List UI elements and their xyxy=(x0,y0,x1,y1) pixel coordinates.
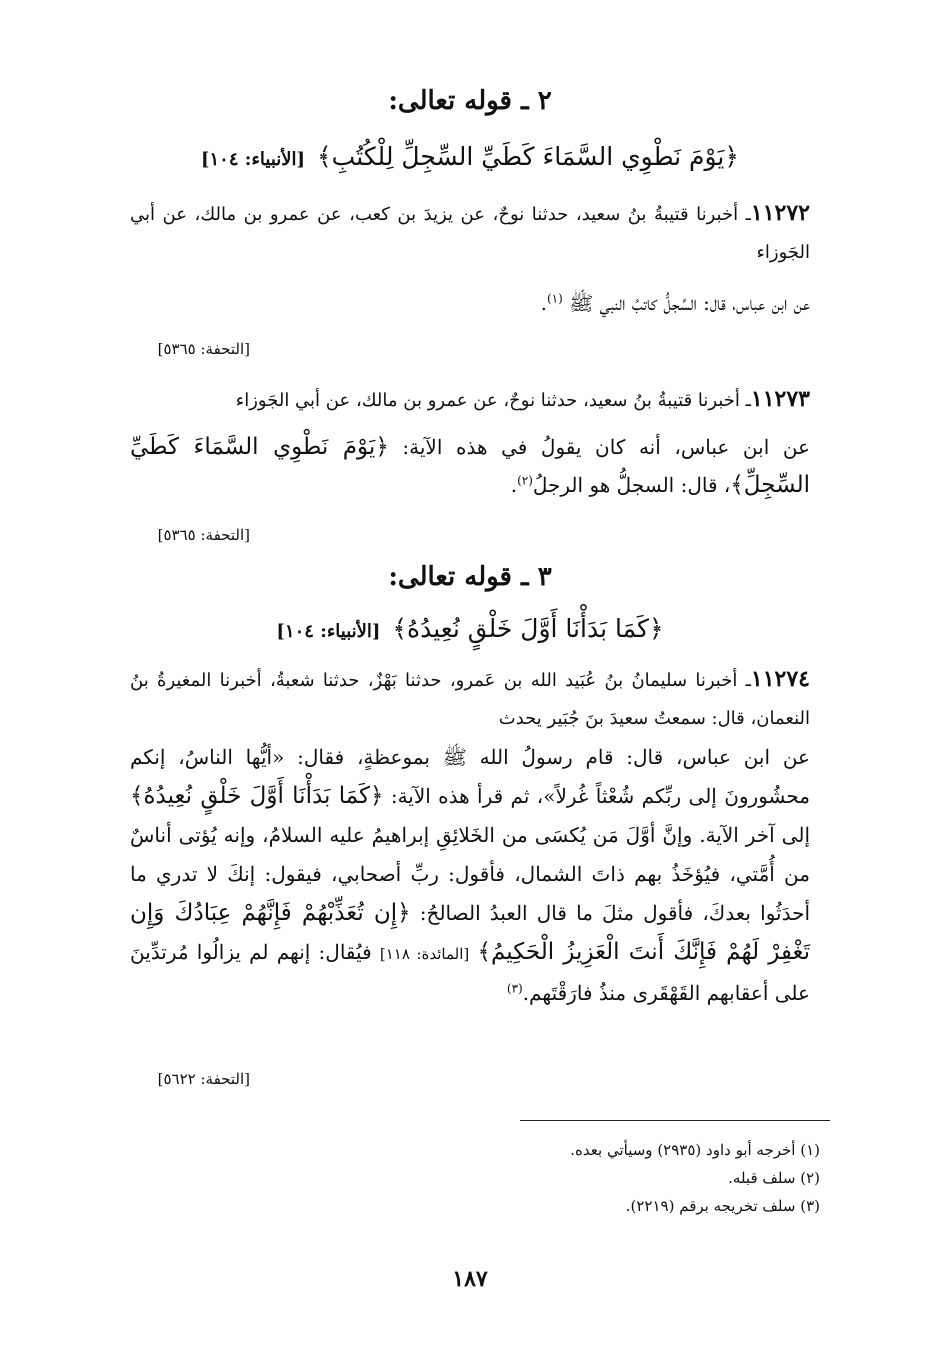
tuhfa-reference: [التحفة: ٥٣٦٥] xyxy=(157,526,250,544)
verse-reference: [الأنبياء: ١٠٤] xyxy=(276,621,381,642)
quran-quote: ﴿يَوْمَ نَطْوِي السَّمَاءَ كَطَيِّ السِّجِلِّ﴾ xyxy=(130,434,810,498)
isnad-text: ـ أخبرنا قتيبةُ بنُ سعيد، حدثنا نوحٌ، عن عمرو بن مالك، عن أبي الجَوزاء xyxy=(235,390,751,411)
quran-quote: ﴿كَمَا بَدَأْنَا أَوَّلَ خَلْقٍ نُعِيدُهُ﴾ xyxy=(130,783,384,809)
section-heading: ٢ ـ قوله تعالى: xyxy=(388,86,552,116)
hadith-matn xyxy=(130,284,810,322)
footnote-list xyxy=(420,1136,820,1220)
footnote-item: (٣) سلف تخريجه برقم (٢٢١٩). xyxy=(625,1197,820,1215)
isnad-text: ـ أخبرنا قتيبةُ بنُ سعيد، حدثنا نوحٌ، عن يزيدَ بن كعب، عن عمرو بن مالك، عن أبي الجَوزاء xyxy=(130,204,810,263)
footnote-item: (١) أخرجه أبو داود (٢٩٣٥) وسيأتي بعده. xyxy=(570,1141,820,1159)
matn-text: عن ابن عباس، قال: السِّجلُّ كاتبُ النبي ﷺ xyxy=(569,291,810,315)
hadith-matn xyxy=(130,738,810,1013)
quran-quote: ﴿إِن تُعَذِّبْهُمْ فَإِنَّهُمْ عِبَادُكَ وَإِن تَغْفِرْ لَهُمْ فَإِنَّكَ أَنتَ الْعَزِيزُ الْحَكِيمُ﴾ xyxy=(130,900,811,965)
hadith-isnad xyxy=(130,380,810,420)
section-heading: ٣ ـ قوله تعالى: xyxy=(388,562,552,592)
verse-text: ﴿كَمَا بَدَأْنَا أَوَّلَ خَلْقٍ نُعِيدُهُ﴾ xyxy=(392,614,664,643)
hadith-number: ١١٢٧٤ xyxy=(750,666,810,692)
matn-text: عن ابن عباس، أنه كان يقولُ في هذه الآية: xyxy=(402,435,810,459)
footnote-marker: (١) xyxy=(546,291,563,306)
quran-verse xyxy=(130,612,810,649)
matn-end: . xyxy=(540,291,547,315)
quran-verse xyxy=(130,140,810,177)
verse-reference: [المائدة: ١١٨] xyxy=(379,945,470,963)
footnote-marker: (٣) xyxy=(506,981,523,996)
hadith-matn xyxy=(130,428,810,504)
matn-text: إلى آخر الآية. وإنَّ أوَّلَ مَن يُكسَى من الخَلائِقِ إبراهيمُ عليه السلامُ، وإنه يُؤتى أناسٌ من أُمَّتي، فيُؤخَذُ بهم ذاتَ الشمال، فأقول: ربِّ أصحابي، فيقول: إنكَ لا تدري ما أحدَثُوا بعدكَ، فأقول مثلَ ما قال العبدُ الصالحُ: xyxy=(130,823,811,925)
matn-end: . xyxy=(510,473,518,497)
tuhfa-reference: [التحفة: ٥٣٦٥] xyxy=(157,340,250,358)
verse-reference: [الأنبياء: ١٠٤] xyxy=(200,149,306,170)
isnad-text: ـ أخبرنا سليمانُ بنُ عُبَيد الله بن عَمرو، حدثنا بَهْزٌ، حدثنا شعبةُ، أخبرنا المغيرةُ بنُ النعمان، قال: سمعتُ سعيدَ بنَ جُبَير يحدث xyxy=(130,670,810,729)
matn-text: فيُقال: إنهم لم يزالُوا مُرتدِّينَ على أعقابهم القَهْقَرى منذُ فارَقْتَهم. xyxy=(130,940,810,1005)
footnote-marker: (٢) xyxy=(517,473,533,488)
hadith-isnad xyxy=(130,194,810,272)
hadith-number: ١١٢٧٣ xyxy=(750,386,810,412)
verse-text: ﴿يَوْمَ نَطْوِي السَّمَاءَ كَطَيِّ السِّجِلِّ لِلْكُتُبِ﴾ xyxy=(317,142,739,171)
matn-text: ، قال: السجلُّ هو الرجلُ xyxy=(532,473,731,497)
page-number: ١٨٧ xyxy=(452,1266,488,1292)
matn-text: عن ابن عباس، قال: قام رسولُ الله ﷺ بموعظةٍ، فقال: «أيُّها الناسُ، إنكم محشُورونَ إلى ربِّكم شُعْثاً غُرلاً»، ثم قرأ هذه الآية: xyxy=(130,745,811,808)
footnote-divider xyxy=(520,1120,830,1121)
footnote-item: (٢) سلف قبله. xyxy=(728,1169,820,1187)
hadith-number: ١١٢٧٢ xyxy=(750,200,810,226)
tuhfa-reference: [التحفة: ٥٦٢٢] xyxy=(157,1070,250,1088)
hadith-isnad xyxy=(130,660,810,738)
